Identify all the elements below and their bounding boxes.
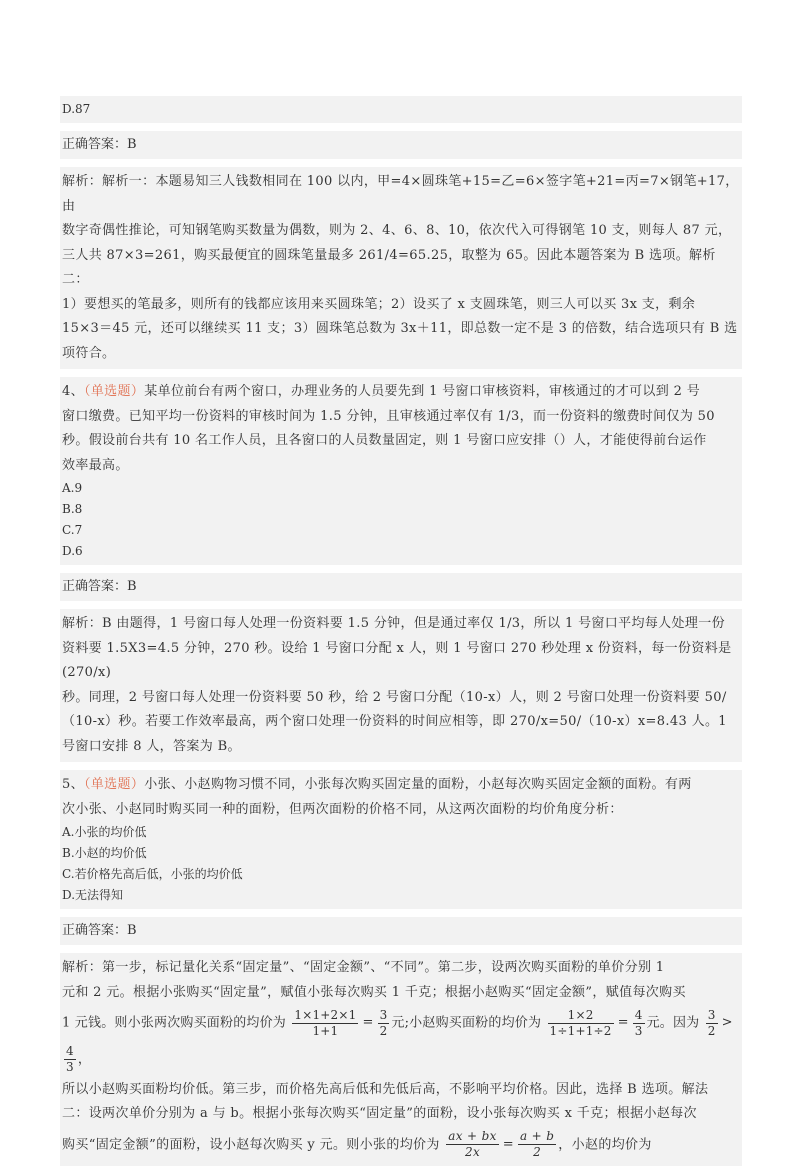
- fraction-three-halves: [378, 1008, 390, 1039]
- fraction-denominator: 2x: [464, 1145, 481, 1159]
- fraction-zhang-formula: [446, 1129, 499, 1160]
- question-text-line: 窗口缴费。已知平均一份资料的审核时间为 1.5 分钟，且审核通过率仅有 1/3，而一份资料的缴费时间仅为 50: [62, 408, 715, 424]
- option-b: B.8: [62, 502, 83, 516]
- analysis-line: 所以小赵购买面粉均价低。第三步，而价格先高后低和先低后高，不影响平均价格。因此，选择 B 选项。解法: [62, 1081, 709, 1097]
- analysis-line: 三人共 87×3=261，购买最便宜的圆珠笔量最多 261/4=65.25，取整为 65。因此本题答案为 B 选项。解析二：: [62, 247, 716, 287]
- fraction-zhang-average: [292, 1008, 358, 1039]
- analysis-line: 1）要想买的笔最多，则所有的钱都应该用来买圆珠笔；2）设买了 x 支圆珠笔，则三人可以买 3x 支，剩余: [62, 296, 696, 312]
- equals-sign: =: [502, 1136, 515, 1152]
- equals-sign: =: [617, 1015, 629, 1030]
- analysis-line: （10-x）秒。若要工作效率最高，两个窗口处理一份资料的时间应相等，即 270/x=50/（10-x）x=8.43 人。1: [62, 714, 727, 729]
- equals-sign: =: [362, 1015, 374, 1030]
- analysis-line: 数字奇偶性推论，可知钢笔购买数量为偶数，则为 2、4、6、8、10，依次代入可得钢笔 10 支，则每人 87 元，: [62, 223, 732, 238]
- analysis-formula-line: [62, 1005, 740, 1078]
- analysis-text: 元。因为: [646, 1015, 700, 1031]
- fraction-numerator: 1×2: [548, 1008, 614, 1024]
- analysis-text: 元;小赵购买面粉的均价为: [391, 1015, 542, 1031]
- fraction-denominator: 2: [533, 1145, 542, 1159]
- fraction-three-halves: [706, 1008, 718, 1039]
- analysis-line: 资料要 1.5X3=4.5 分钟，270 秒。设给 1 号窗口分配 x 人，则 1 号窗口 270 秒处理 x 份资料，每一份资料是(270/x): [62, 640, 732, 680]
- option-c: C.若价格先高后低，小张的均价低: [62, 867, 243, 881]
- option-a: A.小张的均价低: [62, 825, 147, 839]
- analysis-line: 秒。同理，2 号窗口每人处理一份资料要 50 秒，给 2 号窗口分配（10-x）人，则 2 号窗口处理一份资料要 50/: [62, 689, 727, 705]
- question-type-tag: （单选题）: [83, 777, 145, 792]
- fraction-numerator: 3: [707, 1007, 716, 1022]
- analysis-line: 15×3＝45 元，还可以继续买 11 支；3）圆珠笔总数为 3x＋11，即总数一定不是 3 的倍数，结合选项只有 B 选: [62, 321, 738, 336]
- fraction-denominator: 1+1: [312, 1023, 339, 1038]
- analysis-line: 解析：B 由题得，1 号窗口每人处理一份资料要 1.5 分钟，但是通过率仅 1/3，所以 1 号窗口平均每人处理一份: [62, 616, 725, 631]
- q4-answer-block: [60, 573, 742, 601]
- option-a: A.9: [62, 481, 83, 495]
- question-text-line: 效率最高。: [62, 457, 129, 473]
- question-text-line: 次小张、小赵同时购买同一种的面粉，但两次面粉的价格不同，从这两次面粉的均价角度分析：: [62, 801, 623, 817]
- option-d: D.87: [62, 102, 91, 116]
- q4-analysis-block: [60, 609, 742, 762]
- fraction-denominator: 3: [66, 1059, 74, 1074]
- fraction-numerator: a + b: [520, 1129, 555, 1143]
- analysis-line: 项符合。: [62, 345, 116, 361]
- analysis-line: 解析：第一步，标记量化关系“固定量”、“固定金额”、“不同”。第二步，设两次购买面粉的单价分别 1: [62, 960, 665, 975]
- question-4-stem: [62, 380, 740, 405]
- question-text-line: 秒。假设前台共有 10 名工作人员，且各窗口的人员数量固定，则 1 号窗口应安排（）人，才能使得前台运作: [62, 433, 707, 448]
- prev-answer-block: [60, 131, 742, 159]
- question-5-stem: [62, 773, 740, 798]
- analysis-text: 购买“固定金额”的面粉，设小赵每次购买 y 元。则小张的均价为: [62, 1137, 440, 1152]
- fraction-four-thirds: [633, 1008, 645, 1039]
- fraction-four-thirds: [64, 1044, 76, 1075]
- question-text: 某单位前台有两个窗口，办理业务的人员要先到 1 号窗口审核资料，审核通过的才可以到 2 号: [144, 384, 701, 399]
- question-text: 小张、小赵购物习惯不同，小张每次购买固定量的面粉，小赵每次购买固定金额的面粉。有两: [144, 777, 692, 792]
- question-4-block: [60, 377, 742, 565]
- fraction-numerator: 3: [379, 1007, 388, 1022]
- fraction-denominator: 1÷1+1÷2: [549, 1023, 612, 1038]
- analysis-text: ，: [77, 1051, 92, 1067]
- fraction-denominator: 2: [707, 1023, 716, 1038]
- analysis-line: 解析：解析一：本题易知三人钱数相同在 100 以内，甲=4×圆珠笔+15=乙=6×签字笔+21=丙=7×钢笔+17，由: [62, 174, 739, 214]
- question-number: 5、: [62, 777, 84, 792]
- question-number: 4、: [62, 384, 84, 399]
- fraction-numerator: 1×1+2×1: [294, 1007, 357, 1022]
- fraction-denominator: 2: [379, 1023, 388, 1038]
- fraction-numerator: 4: [66, 1043, 74, 1058]
- fraction-zhao-average: [548, 1008, 614, 1039]
- analysis-text: ，小赵的均价为: [558, 1137, 652, 1152]
- option-d: D.6: [62, 544, 83, 558]
- option-b: B.小赵的均价低: [62, 846, 147, 860]
- option-d: D.无法得知: [62, 888, 124, 902]
- prev-analysis-block: [60, 167, 742, 369]
- fraction-a-plus-b: [518, 1129, 556, 1160]
- prev-options-block: [60, 96, 742, 123]
- correct-answer: 正确答案：B: [62, 137, 137, 152]
- fraction-numerator: ax + bx: [448, 1129, 497, 1143]
- analysis-line: 元和 2 元。根据小张购买“固定量”，赋值小张每次购买 1 千克；根据小赵购买“固定金额”，赋值每次购买: [62, 984, 686, 1000]
- analysis-text: 1 元钱。则小张两次购买面粉的均价为: [62, 1015, 287, 1031]
- question-type-tag: （单选题）: [83, 384, 145, 399]
- analysis-line: 二：设两次单价分别为 a 与 b。根据小张每次购买“固定量”的面粉，设小张每次购买 x 千克；根据小赵每次: [62, 1106, 697, 1121]
- option-c: C.7: [62, 523, 83, 537]
- correct-answer: 正确答案：B: [62, 923, 137, 938]
- correct-answer: 正确答案：B: [62, 579, 137, 594]
- question-5-block: [60, 770, 742, 909]
- q5-analysis-block: [60, 953, 742, 1166]
- fraction-denominator: 3: [634, 1023, 643, 1038]
- greater-than-sign: >: [721, 1015, 733, 1030]
- q5-answer-block: [60, 917, 742, 945]
- analysis-line: 号窗口安排 8 人，答案为 B。: [62, 738, 241, 754]
- fraction-numerator: 4: [634, 1007, 643, 1022]
- document-page: [60, 96, 742, 1166]
